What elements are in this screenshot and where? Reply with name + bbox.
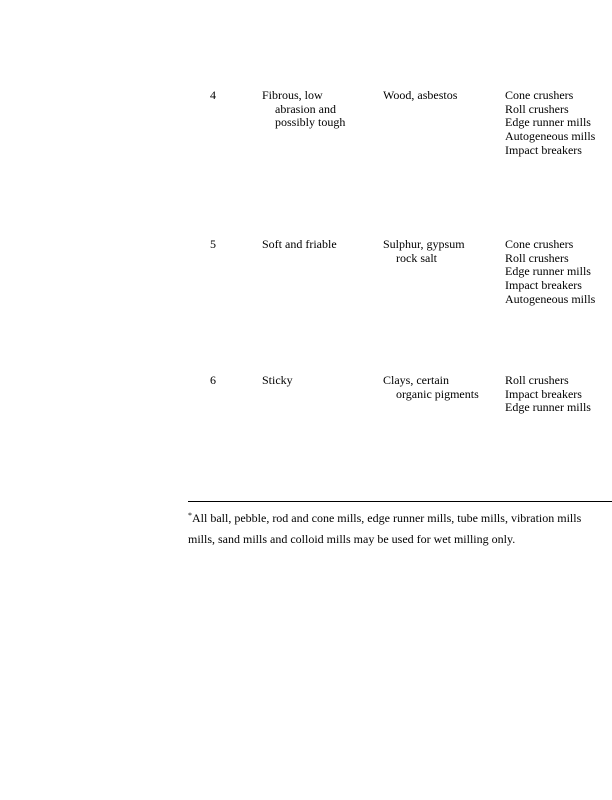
footnote-line: mills, sand mills and colloid mills may be used for wet milling only. [188, 532, 516, 546]
example-line: Wood, asbestos [383, 88, 458, 102]
property-line: Fibrous, low [262, 88, 323, 102]
material-property [262, 238, 377, 252]
equipment-item: Roll crushers [505, 250, 569, 265]
material-property [262, 89, 377, 130]
equipment-item: Impact breakers [505, 386, 582, 401]
example-line: Clays, certain [383, 373, 449, 387]
equipment-item: Autogeneous mills [505, 291, 596, 306]
footnote-line [188, 505, 612, 529]
material-property [262, 374, 377, 388]
footnote-divider [188, 501, 612, 502]
row-number: 6 [210, 373, 216, 387]
property-line: possibly tough [275, 115, 346, 130]
equipment-item: Cone crushers [505, 237, 574, 251]
example-line: rock salt [396, 250, 437, 265]
equipment-item: Edge runner mills [505, 264, 591, 279]
example-line: organic pigments [396, 386, 479, 401]
material-examples [383, 238, 501, 265]
equipment-item: Cone crushers [505, 88, 574, 102]
equipment-item: Autogeneous mills [505, 129, 596, 144]
equipment-list [505, 374, 612, 415]
equipment-item: Impact breakers [505, 142, 582, 157]
equipment-item: Edge runner mills [505, 400, 591, 415]
property-line: abrasion and [275, 101, 336, 116]
property-line: Soft and friable [262, 237, 337, 251]
property-line: Sticky [262, 373, 293, 387]
equipment-list [505, 89, 612, 158]
material-examples [383, 374, 501, 401]
row-number: 4 [210, 88, 216, 102]
equipment-item: Edge runner mills [505, 115, 591, 130]
equipment-item: Impact breakers [505, 278, 582, 293]
table-footnote [188, 505, 612, 550]
row-number: 5 [210, 237, 216, 251]
material-examples [383, 89, 501, 103]
footnote-mark: * [188, 511, 192, 520]
example-line: Sulphur, gypsum [383, 237, 465, 251]
equipment-item: Roll crushers [505, 101, 569, 116]
equipment-list [505, 238, 612, 307]
equipment-item: Roll crushers [505, 373, 569, 387]
footnote-text: All ball, pebble, rod and cone mills, edge runner mills, tube mills, vibration mills [192, 511, 582, 525]
